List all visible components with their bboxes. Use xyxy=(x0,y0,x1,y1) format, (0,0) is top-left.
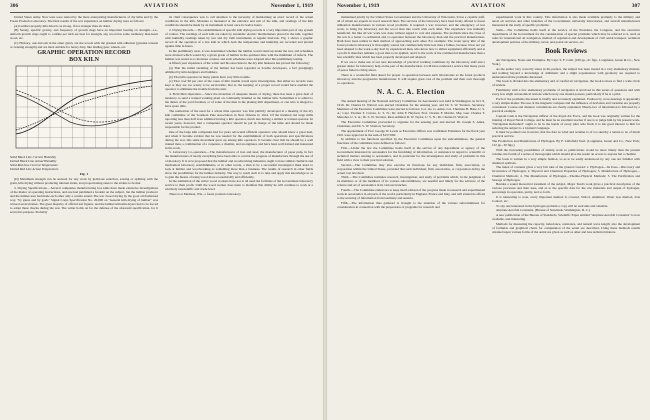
body-paragraph: Captain Cash is the Navigation Officer of the Royal Air Force, and his book was originally written for the training of Royal Naval College, and he must be an excellent teacher if one is to judge him by his present work. "Navigation Refreshed" ought to be in the hands of every pilot who finds it to his good interest to him for reducing the subject to a layman's language. xyxy=(492,113,640,130)
hydrogen-review-title: The Production and Manufacture of Hydrogen. By F. Littlefield Teed. (Longmans, Green and Co., New York; 152 pp., 30 figs.) xyxy=(492,139,640,148)
body-paragraph: As the author very correctly states in his preface, the subject has been treated in a very elementary manner, and nothing beyond a knowledge of arithmetic and a slight acquaintance with geometry are required to understand all the problems discussed. xyxy=(492,66,640,79)
body-paragraph: (c) That over 90 per cent of the cases of kiln trouble reveal upon investigation, that either no records were kept or they are too scanty to be serviceable; that is, the keeping of a proper record would have enabled the operator to eliminate the trouble from the start. xyxy=(165,79,313,92)
body-paragraph: (a) That the initial steaming of the lumber has been regarded as trouble developers, a fact grudgingly admitted by kiln designers and builders. xyxy=(165,65,313,74)
body-paragraph: Sixth.—The Committee holds itself at the service of the President, the Congress, and the executive departments of the Government for the consideration of special problems which may be referred to it, such as rules for international air navigation, method of regulation and development of civil aerial transport, technical development policies of the military, naval, and postal air service, etc. xyxy=(492,27,640,44)
chart-legend xyxy=(10,155,158,171)
body-paragraph: 2. Drying Records.—The establishment of specific kiln drying records is a very important part of any system of control. The readings of each kiln are taken by automatic electric thermometers placed in the kiln, together with humidity readings taken by wet and dry bulb instruments at regular intervals. Fig. 1 shows a graphic record of the operation of a box kiln in which both the temperature and humidity are recorded and plotted against time in hours. xyxy=(165,27,313,48)
body-paragraph: (D) Maximum strength can be secured for any work by judicious selection, sawing or splitting with the grain, kiln drying without producing internal strain, and proportioning sizes to the strains to be met. xyxy=(10,177,158,186)
body-paragraph: Methods for measuring the capacity, inductance, resistance, and natural wave length; also the development of formulas and graphical charts for computation of the aerial are described. Using these methods results obtained upon various forms of the aerial are given as well as other and less technical matters. xyxy=(492,221,640,234)
naca-election-heading: N. A. C. A. Election xyxy=(377,87,445,96)
body-paragraph: A fifteen year experience of the writer and his associates in the dry kiln business has proved the following: xyxy=(169,61,310,66)
body-paragraph: (b) That kiln operators in many plants have very little trouble. xyxy=(169,74,251,79)
figure-caption: Fig. 1 xyxy=(79,172,89,177)
page-number: 307 xyxy=(631,3,640,9)
legend-entry: Solid Black Line Current Humidity xyxy=(10,155,57,160)
body-paragraph: Fifth.—The information thus gathered is brought to the attention of the various subcommittees for consideration in connection with the preparation of programs for research and xyxy=(337,200,485,209)
body-paragraph: One of the large kiln companies had for years advocated efficient operators who should know a great deal, and when it became evident that he was needed for the establishment of both operations and specifications during the war, this same movement grew up among kiln operators. It became clear that he should be a well trained man, a combination of a carpenter, a chemist, and an engineer, and have been well trained and interested in his work. xyxy=(165,129,313,150)
body-paragraph: Second.—The Committee may also exercise its functions for any individual, firm, association, or corporation within the United States, provided that such individual, firm, association, or corporation defray the actual cost involved. xyxy=(337,162,485,175)
body-paragraph: 3. Drying Specifications.—Several companies manufacturing box kilns have made extensive investigations of the matter of operating instructions, and one had published a booklet on the subject, but the lumber producer and the lumber user had made each other only a certain extent. The war closed drying by the good old fashioned way, "by guess and by gosh." Signal Corps Specification No. 20,000 on "General kiln drying of lumber" was revised several times. The great majority of official test figures, and the lumber kiln kiln dryers had to be forced to adopt these checks during the war. The writer holds on for the defense of the aforesaid specification, for it served its purpose. Probably xyxy=(10,185,158,215)
body-paragraph: The index of contents gives a very fair idea of the ground covered: 1. Hydrogen—Its Uses—Discovery and Occurrence of Hydrogen; 2. Physical and Chemical Properties of Hydrogen; 3. Manufacture of Hydrogen—Chemical Methods; 4. The Manufacture of Hydrogen—Thermo-Physical Methods; 5. The Purification and Storage of Hydrogen. xyxy=(492,165,640,182)
body-paragraph: maintained jointly by the United States Government and the University of Wisconsin. It has a capable staff, all of whom are experts in wood research lines. The services of the laboratory have been freely offered to forest utilization manufacturers in various wood problems. It required a war, however, and the emergency of war work, to bring the laboratory and the wood man into touch with each other. The experience was mutually beneficial, but like all war work was done without regard to cost and expense. The problem since the close of the war is a better co-ordination and co-operation between the laboratory man and the practical manufacturer. Both have been remiss in their method of approaching each other. For example: The water spray kiln of the forest products laboratory is thoroughly sound, but commercially little less than a failure, because it has not yet been adapted to the work-a-day deal by experienced men, who know how to utilize equipment efficiently and at a profit. It therefore remains a good idea to be applied, and it is the work of the commercial manufacturer than a less scientific idea which has been properly developed and adapted. xyxy=(337,15,485,60)
running-title: AVIATION xyxy=(144,3,179,9)
legend-entry: Dotted Black Line Actual Humidity xyxy=(10,159,57,164)
kiln-chart-figure xyxy=(10,64,158,153)
issue-date: November 1, 1919 xyxy=(270,3,313,9)
body-paragraph: It must be pointed out, however, that the data as wind and weather is of too sketchy a nature to be of much practical service. xyxy=(492,130,640,139)
body-paragraph: First.—Under the law the Committee holds itself at the service of any department or agency of the Government interested in aeronautics for the furnishing of information, or assistance in regard to scientific or technical matters relating to aeronautics, and in particular for the investigation and study of problems in this field with a view to their practical solution. xyxy=(337,145,485,163)
body-paragraph: In addition to the functions specified by the Executive Committee upon the subcommittees, the general functions of the committee were defined as follows: xyxy=(337,137,485,146)
body-paragraph: The book is divided into the elementary and of careful air navigation, the book is more to find a wide circle of readers. xyxy=(492,79,640,88)
right-page-column-2 xyxy=(492,15,640,234)
body-paragraph: Third.—The Committee institutes research, investigation, and study of problems which, in the judgment of its members or of the members of its various subcommittees, are needful and timely for the advance of the science and art of aeronautics in its various branches. xyxy=(337,175,485,188)
left-page-column-1 xyxy=(10,15,158,215)
body-paragraph: The realization of the need for a whole time operator was first publicly developed at a meeting of the dry kiln committee of the Southern Pine Association in New Orleans in 1914. Of the hundred old large mills reporting less than half even admitted having a kiln operator, much less having a skilled or trained operator. In recent years, however, that a competent operator should be put in charge of the kilns and should be made responsible for the product. xyxy=(165,108,313,129)
body-paragraph: Besides a sound theoretical treatment of the subject, Major Teed's work gives a practical description of the various processes and their uses, and as to the specific data for the raw materials and output of hydrogen, percentage in operation, purity, and so forth. xyxy=(492,182,640,195)
body-paragraph: Air Navigation, Notes and Examples. By Capt. S. F. Cash. (160 pp., 61 figs., Longmans, Green & Co., New York.) xyxy=(492,57,640,66)
body-paragraph: The annual meeting of the National Advisory Committee for Aeronautics was held in Washington on Oct. 9, 1919. Dr. Charles D. Walcott was elected Chairman for the ensuing year, and Dr. S. W. Stratton, Secretary. Members of the Executive Committee were elected as follows: Col. Jas. G. Ames, Col. Thurman H. Bane, U. S. A.; Capt. Thomas T. Craven, U. S. N.; Dr. John F. Hayford, Prof. Charles F. Marvin, Maj. Gen. Charles T. Menoher, U. S. A.; Dr. S. W. Stratton, Rear-Admiral D. W. Taylor, U. S. N.; Dr. Charles D. Walcott. xyxy=(337,98,485,120)
body-paragraph: 4. Field Men Operation.—Since the invention of adequate means of drying, there has been a great deal of tendency to send a trained working plant on continually handled as the lumber kiln. Sometimes it is added to the duties of the yard foreman, or of some of the men in the planing mill department, or one who is alleged to have spare time. xyxy=(165,92,313,109)
page-number: 306 xyxy=(10,3,19,9)
right-page-column-1 xyxy=(337,15,485,210)
body-paragraph: There is at Madison, Wis., a forest products laboratory xyxy=(169,192,241,197)
body-paragraph: Airplane Aerofoil Constants. (Bureau of Standards, Washington, D. C.) xyxy=(496,208,590,213)
body-paragraph: A new publication of the Bureau of Standards, Scientific Paper entitled "Airplane Aerofoil Constants" is now available, and interesting. xyxy=(492,212,640,221)
body-paragraph: There is a wonderful field ahead for proper co-operation between such laboratories as the forest products laboratory and the progressive manufacturer. It will require great care of the problem and their own thorough co-operation. xyxy=(337,72,485,85)
header-rule xyxy=(10,12,313,13)
header-rule xyxy=(337,12,640,13)
legend-entry: Dotted Red Line Actual Temperature xyxy=(10,167,59,172)
left-page xyxy=(0,0,323,420)
body-paragraph: (B) Steady, specific gravity, and frequency of growth rings have an important bearing on strength—i.e., uniform growth rings ought to confine per inch are best for strength, any wood has some resiliency than heart wood, etc. xyxy=(10,28,158,41)
body-paragraph: With the increasing possibilities of airship work so publications would be more timely than the present volume, the fourth of a series of monographs which should give the reader an access to anyone but a chemist. xyxy=(492,148,640,157)
body-paragraph: (C) Hickory, oak and ash in the other given, are the woods with the greatest kiln adhesion (greatest tension or twisting strength) and are most suitable for heavy duty, like landing gear, wheels, etc. xyxy=(10,41,158,50)
left-page-column-2 xyxy=(165,15,313,197)
body-paragraph: The appointment of Prof. George W. Lewis as Executive Officer was confirmed. Estimates for the fiscal year 1921 were approved in the sum of $157,000. xyxy=(337,128,485,137)
body-paragraph: It is interesting to note, every important method is covered, Silicol, Aluminol, Water Gas method, Iron Contact, etc. xyxy=(492,194,640,203)
body-paragraph: The book is written in a very simple fashion, so as to be easily understood by any one not familiar with chemical symbols. xyxy=(492,156,640,165)
body-paragraph: The Executive Committee proceeded to organize for the ensuing year and elected Dr. Joseph S. Ames, Chairman, and Dr. S. W. Stratton, Secretary. xyxy=(337,119,485,128)
body-paragraph: 5. Laboratory Co-operation.—The manufacturers of iron and steel, the manufacturer of paper pulp, in fact the manufacturers of nearly everything have been able to control the progress of manufacture through the use of a laboratory. It is now proposed that the lumber and woodworking industries ought to have similar chemical and mechanical laboratory establishments, or in other words, a man to be a successful investigator must learn to look at lumber and woodworking as something more than a business. The results of research in other fields show the possibilities for the lumber industry. The way to reach such is to take and apply this knowledge so as to gain the means of using wood more economically and efficiently. xyxy=(165,150,313,179)
body-paragraph: In the preliminary tests, it was determined whether the lumber would stand up under the test, and schedules were devised which would dry a given grade of lumber in the quickest time with the minimum of defects. The lumber was tested as to moisture content, and such schedules were adopted after this preliminary testing. xyxy=(165,48,313,61)
running-title: AVIATION xyxy=(471,3,506,9)
right-page xyxy=(327,0,650,420)
chart-title: GRAPHIC OPERATION RECORD BOX KILN xyxy=(37,50,131,63)
body-paragraph: (A) Lumber properly kiln dried is as strong, if not stronger than air dried. xyxy=(14,23,111,28)
book-reviews-heading: Book Reviews xyxy=(545,46,587,55)
kiln-record-chart xyxy=(10,64,158,152)
issue-date: November 1, 1919 xyxy=(337,3,380,9)
body-paragraph: experimental work in this country. This information is also made available promptly to the military and naval air services and other branches of the Government, university laboratories, and aircraft manufacturers interested in the study of specific problems. xyxy=(492,15,640,28)
body-paragraph: Familiarity with a few elementary problems of navigation is involved in this series of questions and with every few slight astronomical notions which every one should possess, particularly if he is a pilot. xyxy=(492,88,640,97)
body-paragraph: Fourth.—The Committee endeavors to keep itself advised of the progress made in research and experimental work in aeronautics in all parts of the world, particularly in England, France and Italy, and will extend its efforts to the securing of information from Germany and Austria. xyxy=(337,188,485,201)
body-paragraph: United States Army. Now tests were started by the more enterprising manufacturers of dry kilns and by the Forest Products Laboratory. The final results of the war experience on lumber drying were as follows: xyxy=(10,15,158,24)
legend-entry: Solid Red Line Current Temperature xyxy=(10,163,58,168)
body-paragraph: If we are to make use of our new knowledge of practical working conditions by the laboratory staff and a greater desire for laboratory help on the part of the manufacturer, it will have rendered a service that many years of peace failed to bring about. xyxy=(337,60,485,73)
body-paragraph: In the estimation of the writer wood workers have not at all used the facilities of the Government laboratory service to their profit. Until the wood worker does learn to manifest this ability he will continue to work at a relatively unscientific and crude level. xyxy=(165,179,313,192)
body-paragraph: To any one interested in the hydrogen problem a copy will be welcome and valuable. xyxy=(496,203,609,208)
body-paragraph: Each of the problems discussed is briefly and accurately explained. Position by cross-bearings is apparently a very simple matter. The use of the magnetic compass and the influence of deviation and variation are properly considered. Course and distance calculations are clearly explained. Ninety-two of information is followed by a practical example. xyxy=(492,96,640,113)
body-paragraph: its chief consequence was to call attention to the necessity of maintaining an exact record of the actual conditions in the kiln. Moisture is measured at the entrance and exit of the kiln, and readings of the kiln conditions should be made by an instrument at least once in twelve hours. xyxy=(165,15,313,28)
